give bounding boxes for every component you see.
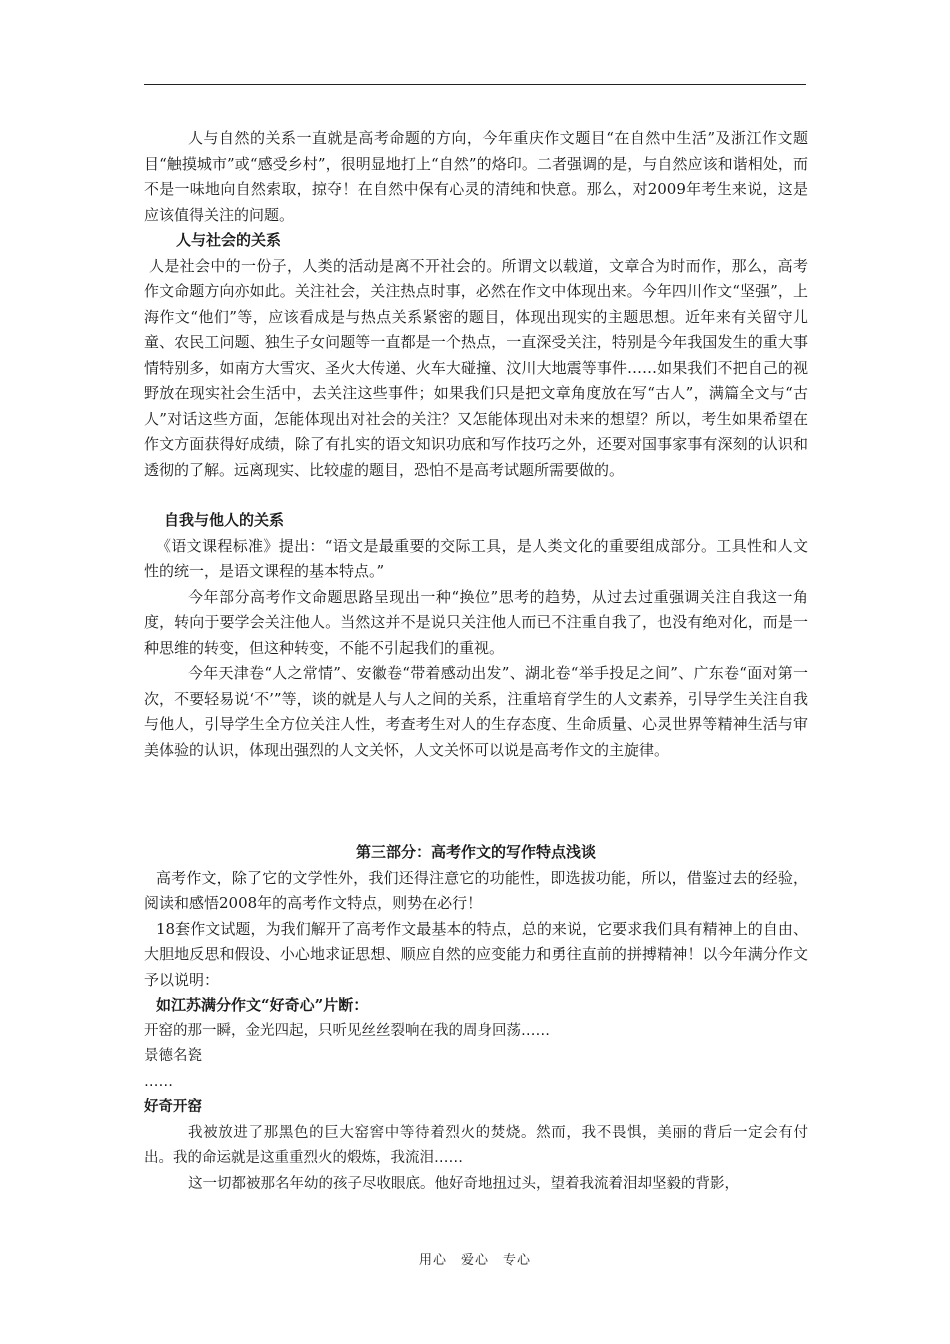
excerpt-line-4: 我被放进了那黑色的巨大窑窖中等待着烈火的焚烧。然而，我不畏惧，美丽的背后一定会有付出。我的命运就是这重重烈火的煅炼，我流泪…… bbox=[144, 1124, 808, 1166]
excerpt-line-1: 开窑的那一瞬，金光四起，只听见丝丝裂响在我的周身回荡…… bbox=[144, 1022, 550, 1039]
paragraph-curriculum-standard: 《语文课程标准》提出：“语文是最重要的交际工具，是人类文化的重要组成部分。工具性和人文性的统一，是语文课程的基本特点。” bbox=[144, 536, 808, 580]
document-body bbox=[144, 126, 808, 1197]
excerpt-line-3: …… bbox=[144, 1073, 173, 1090]
paragraph-perspective-shift: 今年部分高考作文命题思路呈现出一种“换位”思考的趋势，从过去过重强调关注自我这一角度，转向于要学会关注他人。当然这并不是说只关注他人而已不注重自我了，也没有绝对化，而是一种思维的转变，但这种转变，不能不引起我们的重视。 bbox=[144, 587, 808, 657]
paragraph-eighteen-sets: 18套作文试题，为我们解开了高考作文最基本的特点，总的来说，它要求我们具有精神上的自由、大胆地反思和假设、小心地求证思想、顺应自然的应变能力和勇往直前的拼搏精神！以今年满分作文予以说明： bbox=[144, 919, 808, 989]
section-title-part3: 第三部分：高考作文的写作特点浅谈 bbox=[355, 843, 596, 861]
excerpt-subhead: 好奇开窑 bbox=[144, 1099, 202, 1115]
paragraph-society: 人是社会中的一份子，人类的活动是离不开社会的。所谓文以载道，文章合为时而作，那么，高考作文命题方向亦如此。关注社会，关注热点时事，必然在作文中体现出来。今年四川作文“坚强”，上海作文“他们”等，应该看成是与热点关系紧密的题目，体现出现实的主题思想。近年来有关留守儿童、农民工问题、独生子女问题等一直都是一个热点，一直深受关注，特别是今年我国发生的重大事情特别多，如南方大雪灾、圣火大传递、火车大碰撞、汶川大地震等事件……如果我们不把自己的视野放在现实社会生活中，去关注这些事件；如果我们只是把文章角度放在写“古人”，满篇全文与“古人”对话这些方面，怎能体现出对社会的关注？又怎能体现出对未来的想望？所以，考生如果希望在作文方面获得好成绩，除了有扎实的语文知识功底和写作技巧之外，还要对国事家事有深刻的认识和透彻的了解。远离现实、比较虚的题目，恐怕不是高考试题所需要做的。 bbox=[144, 256, 808, 479]
heading-jiangsu-excerpt: 如江苏满分作文“好奇心”片断： bbox=[156, 996, 369, 1014]
excerpt-line-5: 这一切都被那名年幼的孩子尽收眼底。他好奇地扭过头，望着我流着泪却坚毅的背影， bbox=[188, 1175, 739, 1192]
paragraph-functionality: 高考作文，除了它的文学性外，我们还得注意它的功能性，即选拔功能，所以，借鉴过去的经验，阅读和感悟2008年的高考作文特点，则势在必行！ bbox=[144, 868, 808, 912]
heading-society: 人与社会的关系 bbox=[176, 231, 282, 249]
paragraph-human-relations: 今年天津卷“人之常情”、安徽卷“带着感动出发”、湖北卷“举手投足之间”、广东卷“面对第一次，不要轻易说‘不’”等，谈的就是人与人之间的关系，注重培育学生的人文素养，引导学生关注自我与他人，引导学生全方位关注人性，考查考生对人的生存态度、生命质量、心灵世界等精神生活与审美体验的认识，体现出强烈的人文关怀，人文关怀可以说是高考作文的主旋律。 bbox=[144, 664, 808, 759]
page-footer: 用心 爱心 专心 bbox=[418, 1253, 531, 1268]
excerpt-line-2: 景德名瓷 bbox=[144, 1048, 202, 1064]
heading-others: 自我与他人的关系 bbox=[164, 511, 285, 529]
paragraph-nature: 人与自然的关系一直就是高考命题的方向，今年重庆作文题目“在自然中生活”及浙江作文题目“触摸城市”或“感受乡村”，很明显地打上“自然”的烙印。二者强调的是，与自然应该和谐相处，而不是一味地向自然索取，掠夺！在自然中保有心灵的清纯和快意。那么，对2009年考生来说，这是应该值得关注的问题。 bbox=[144, 129, 808, 224]
header-rule bbox=[144, 84, 806, 85]
